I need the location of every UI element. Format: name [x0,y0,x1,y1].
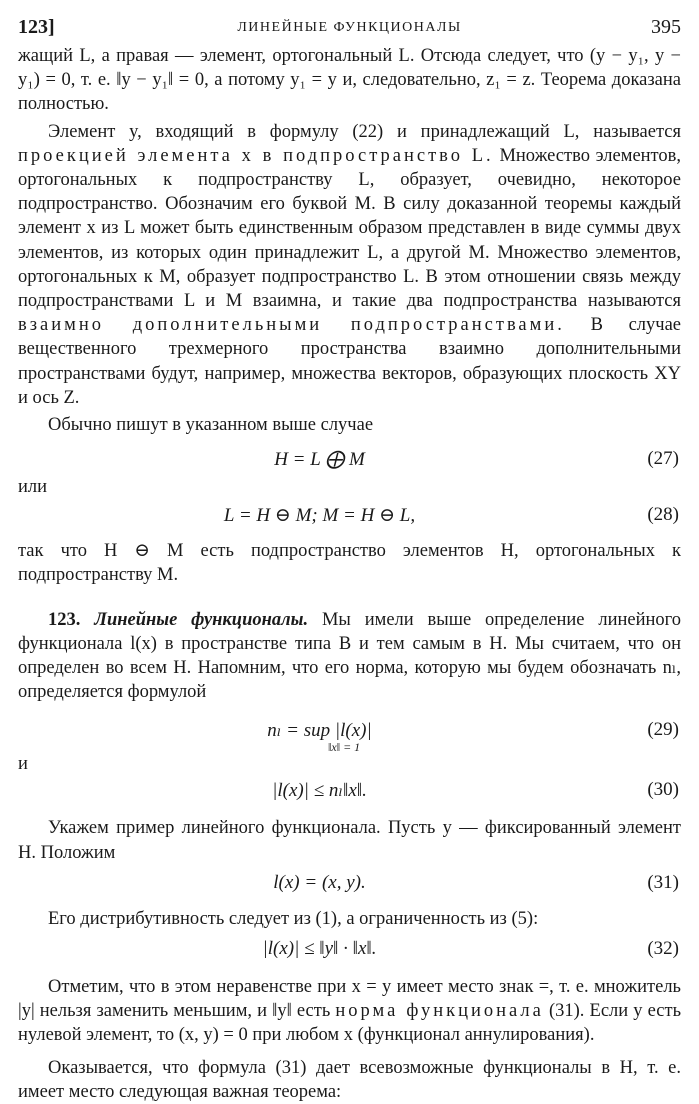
section-marker: 123] [18,16,55,38]
equation-number: (28) [647,504,679,526]
spaced-term-complementary: взаимно дополнительными подпространствами. [18,315,565,336]
section-title: Линейные функционалы. [94,609,309,630]
equation-formula: l(x) = (x, y). [273,871,366,893]
spaced-term-norm: норма функционала [335,1001,544,1022]
connector-and: и [18,754,28,775]
connector-or: или [18,477,48,498]
sup-subscript: ‖x‖ = 1 [328,740,361,755]
equation-formula: |l(x)| ≤ ‖y‖ · ‖x‖. [262,938,377,960]
running-header [18,14,681,44]
paragraph-continuation: жащий L, а правая — элемент, ортогональный L. Отсюда следует, что (y − y₁, y − y₁) = 0, т. е. ‖y − y₁‖ = 0, а потому y₁ = y и, следовательно, z₁ = z. Теорема доказана полностью. [18,46,681,115]
page-number: 395 [651,16,681,38]
paragraph-section-123 [18,608,681,705]
text-run: В случае вещественного трехмерного пространства взаимно дополнительными пространствами будут, например, множества векторов, образующих плоскость XY и ось Z. [18,315,681,408]
equation-formula: H = L ⨁ M [274,449,365,471]
equation-formula: nₗ = sup |l(x)| [267,720,372,742]
paragraph-example: Укажем пример линейного функционала. Пусть y — фиксированный элемент H. Положим [18,818,681,863]
paragraph-so-that: так что H ⊖ M есть подпространство элементов H, ортогональных к подпространству M. [18,541,681,586]
equation-number: (29) [647,719,679,741]
equation-formula: L = H ⊖ M; M = H ⊖ L, [223,505,416,527]
equation-number: (31) [647,871,679,893]
text-run: Элемент y, входящий в формулу (22) и принадлежащий L, называется [48,121,681,142]
equation-28 [18,501,681,531]
paragraph-usually: Обычно пишут в указанном выше случае [48,415,374,436]
equation-27 [18,445,681,475]
equation-formula: |l(x)| ≤ nₗ‖x‖. [272,780,367,802]
equation-29 [18,716,681,755]
equation-number: (32) [647,938,679,960]
equation-30 [18,776,681,806]
paragraph-theorem-intro: Оказывается, что формула (31) дает всевозможные функционалы в H, т. е. имеет место следующая важная теорема: [18,1057,681,1102]
running-title: ЛИНЕЙНЫЕ ФУНКЦИОНАЛЫ [237,20,462,35]
paragraph-note [18,975,681,1048]
text-run: Отметим, что в этом неравенстве при x = y имеет место знак =, т. е. множитель |y| нельзя заменить меньшим, и ‖y‖ есть [18,977,681,1022]
text-run: Мы имели выше определение линейного функционала l(x) в пространстве типа B и тем самым в H. Мы считаем, что он определен во всем H. Напомним, что его норма, которую мы будем обозначать nₗ, определяется формулой [18,609,682,703]
equation-31 [18,869,681,899]
paragraph-distributivity: Его дистрибутивность следует из (1), а ограниченность из (5): [48,908,539,929]
text-run: Множество элементов, ортогональных к подпространству L, образует, очевидно, некоторое подпространство. Обозначим его буквой M. В силу доказанной теоремы каждый элемент x из L может быть единственным образом представлен в виде суммы двух элементов, из которых один принадлежит L, а другой M. Множество элементов, ортогональных к M, образует подпространство L. В этом отношении связь между подпространствами L и M взаимна, и такие два подпространства называются [18,145,682,312]
spaced-term-projection: проекцией элемента x в подпространство L. [18,145,494,166]
section-number: 123. [48,609,81,630]
equation-32 [18,935,681,965]
equation-number: (30) [647,779,679,801]
paragraph-projection [18,120,681,410]
equation-number: (27) [647,448,679,470]
text-run: (31). Если y есть нулевой элемент, то (x, y) = 0 при любом x (функционал аннулирования). [18,1001,682,1046]
